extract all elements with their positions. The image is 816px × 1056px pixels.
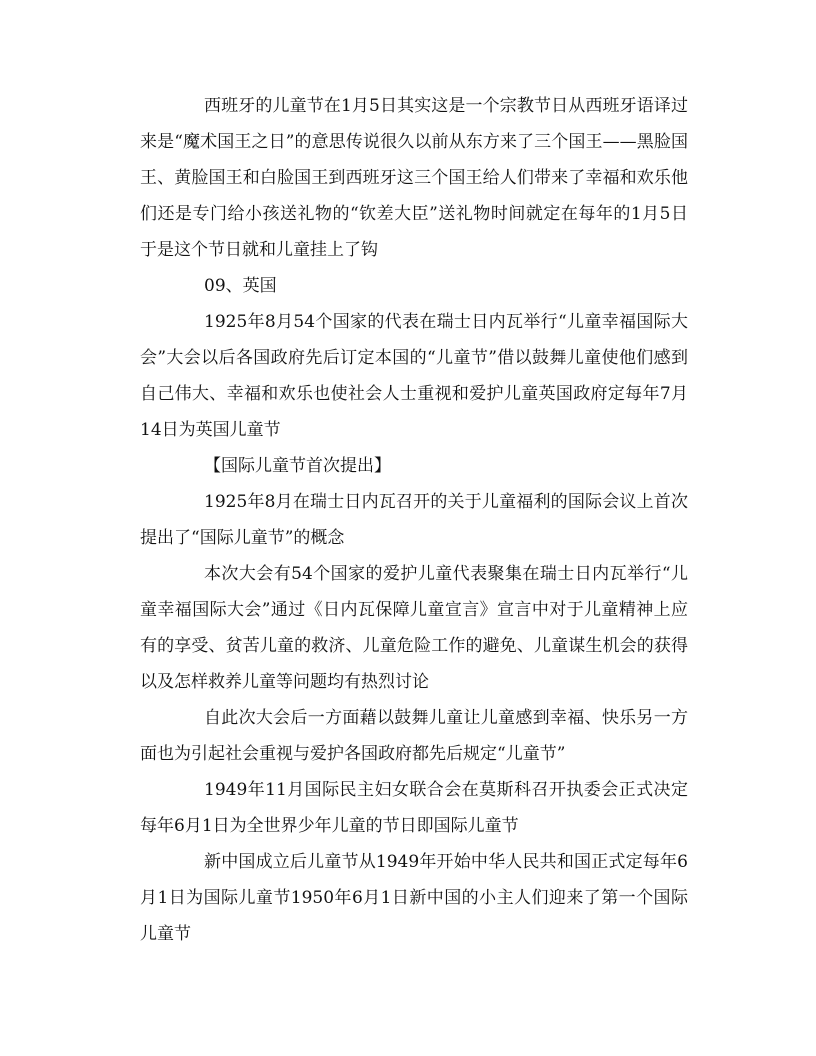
paragraph-first-proposed: 1925年8月在瑞士日内瓦召开的关于儿童福利的国际会议上首次提出了“国际儿童节”的概念 <box>140 492 688 548</box>
document-body <box>140 88 688 952</box>
paragraph-1949: 1949年11月国际民主妇女联合会在莫斯科召开执委会正式决定每年6月1日为全世界少年儿童的节日即国际儿童节 <box>140 780 688 836</box>
paragraph-conference: 本次大会有54个国家的爱护儿童代表聚集在瑞士日内瓦举行“儿童幸福国际大会”通过《日内瓦保障儿童宣言》宣言中对于儿童精神上应有的享受、贫苦儿童的救济、儿童危险工作的避免、儿童谋生机会的获得以及怎样救养儿童等问题均有热烈讨论 <box>140 564 688 692</box>
paragraph-uk: 1925年8月54个国家的代表在瑞士日内瓦举行“儿童幸福国际大会”大会以后各国政府先后订定本国的“儿童节”借以鼓舞儿童使他们感到自己伟大、幸福和欢乐也使社会人士重视和爱护儿童英国政府定每年7月14日为英国儿童节 <box>140 312 688 440</box>
paragraph-new-china: 新中国成立后儿童节从1949年开始中华人民共和国正式定每年6月1日为国际儿童节1950年6月1日新中国的小主人们迎来了第一个国际儿童节 <box>140 852 688 944</box>
paragraph-spain: 西班牙的儿童节在1月5日其实这是一个宗教节日从西班牙语译过来是“魔术国王之日”的意思传说很久以前从东方来了三个国王——黑脸国王、黄脸国王和白脸国王到西班牙这三个国王给人们带来了幸福和欢乐他们还是专门给小孩送礼物的“钦差大臣”送礼物时间就定在每年的1月5日于是这个节日就和儿童挂上了钩 <box>140 96 688 260</box>
paragraph-heading-international: 【国际儿童节首次提出】 <box>204 456 391 476</box>
paragraph-after-conference: 自此次大会后一方面藉以鼓舞儿童让儿童感到幸福、快乐另一方面也为引起社会重视与爱护各国政府都先后规定“儿童节” <box>140 708 688 764</box>
paragraph-heading-uk: 09、英国 <box>204 276 277 296</box>
